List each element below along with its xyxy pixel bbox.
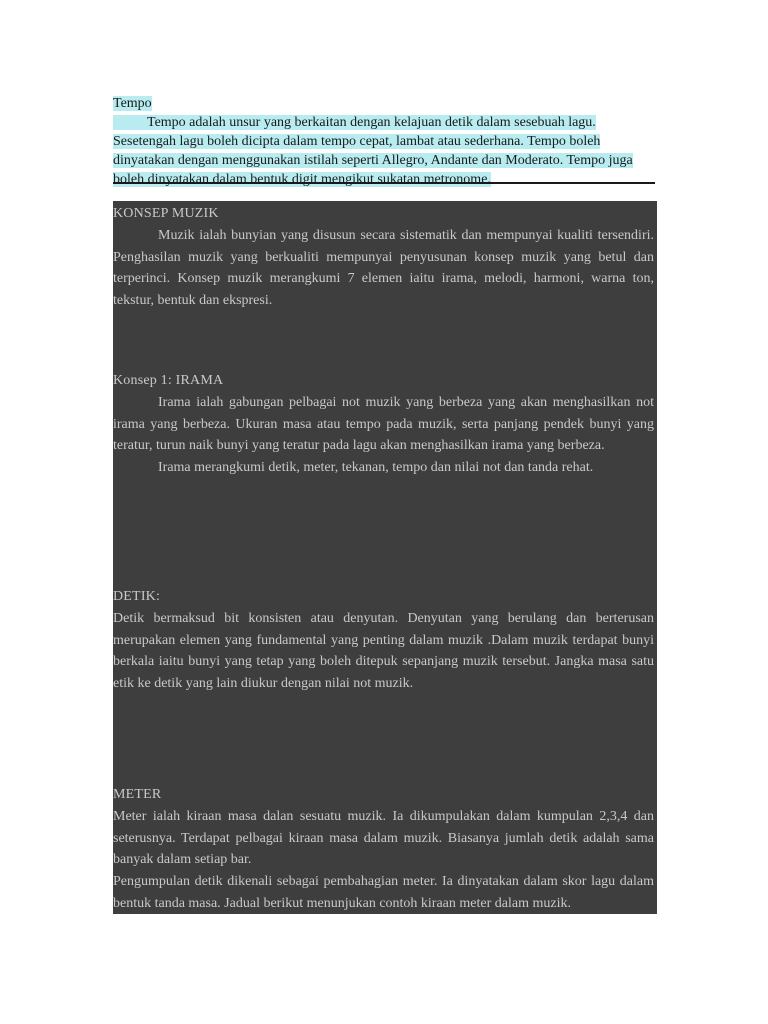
tempo-title: Tempo	[113, 96, 152, 111]
meter-paragraph-1: Meter ialah kiraan masa dalan sesuatu muzik. Ia dikumpulakan dalam kumpulan 2,3,4 dan seterusnya. Terdapat pelbagai kiraan masa dalam muzik. Biasanya jumlah detik adalah sama banyak dalam setiap bar.	[113, 808, 654, 868]
irama-heading: Konsep 1: IRAMA	[113, 373, 224, 388]
tempo-paragraph: Tempo adalah unsur yang berkaitan dengan kelajuan detik dalam sesebuah lagu. Sesetengah lagu boleh dicipta dalam tempo cepat, lambat atau sederhana. Tempo boleh dinyatakan dengan menggunakan istilah seperti Allegro, Andante dan Moderato. Tempo juga boleh dinyatakan dalam bentuk digit mengikut sukatan metronome.	[113, 115, 633, 187]
detik-paragraph: Detik bermaksud bit konsisten atau denyutan. Denyutan yang berulang dan berterusan merupakan elemen yang fundamental yang penting dalam muzik .Dalam muzik terdapat bunyi berkala iaitu bunyi yang tetap yang boleh ditepuk sepanjang muzik tersebut. Jangka masa satu etik ke detik yang lain diukur dengan nilai not muzik.	[113, 610, 654, 692]
irama-paragraph-2: Irama merangkumi detik, meter, tekanan, tempo dan nilai not dan tanda rehat.	[158, 460, 594, 476]
meter-section	[113, 784, 654, 914]
detik-heading: DETIK:	[113, 589, 161, 604]
konsep-muzik-paragraph: Muzik ialah bunyian yang disusun secara sistematik dan mempunyai kualiti tersendiri. Penghasilan muzik yang berkualiti mempunyai penyusunan konsep muzik yang betul dan terperinci. Konsep muzik merangkumi 7 elemen iaitu irama, melodi, harmoni, warna ton, tekstur, bentuk dan ekspresi.	[113, 227, 654, 309]
detik-section	[113, 586, 654, 695]
horizontal-rule	[113, 182, 655, 184]
konsep-muzik-heading: KONSEP MUZIK	[113, 206, 219, 221]
konsep-muzik-section	[113, 203, 654, 312]
meter-heading: METER	[113, 787, 162, 802]
irama-paragraph-1: Irama ialah gabungan pelbagai not muzik yang berbeza yang akan menghasilkan not irama yang berbeza. Ukuran masa atau tempo pada muzik, serta panjang pendek bunyi yang teratur, turun naik bunyi yang teratur pada lagu akan menghasilkan irama yang berbeza.	[113, 394, 654, 454]
tempo-section	[113, 94, 655, 189]
irama-section	[113, 370, 654, 479]
music-concept-panel	[113, 201, 657, 914]
meter-paragraph-2: Pengumpulan detik dikenali sebagai pembahagian meter. Ia dinyatakan dalam skor lagu dalam bentuk tanda masa. Jadual berikut menunjukan contoh kiraan meter dalam muzik.	[113, 874, 654, 911]
